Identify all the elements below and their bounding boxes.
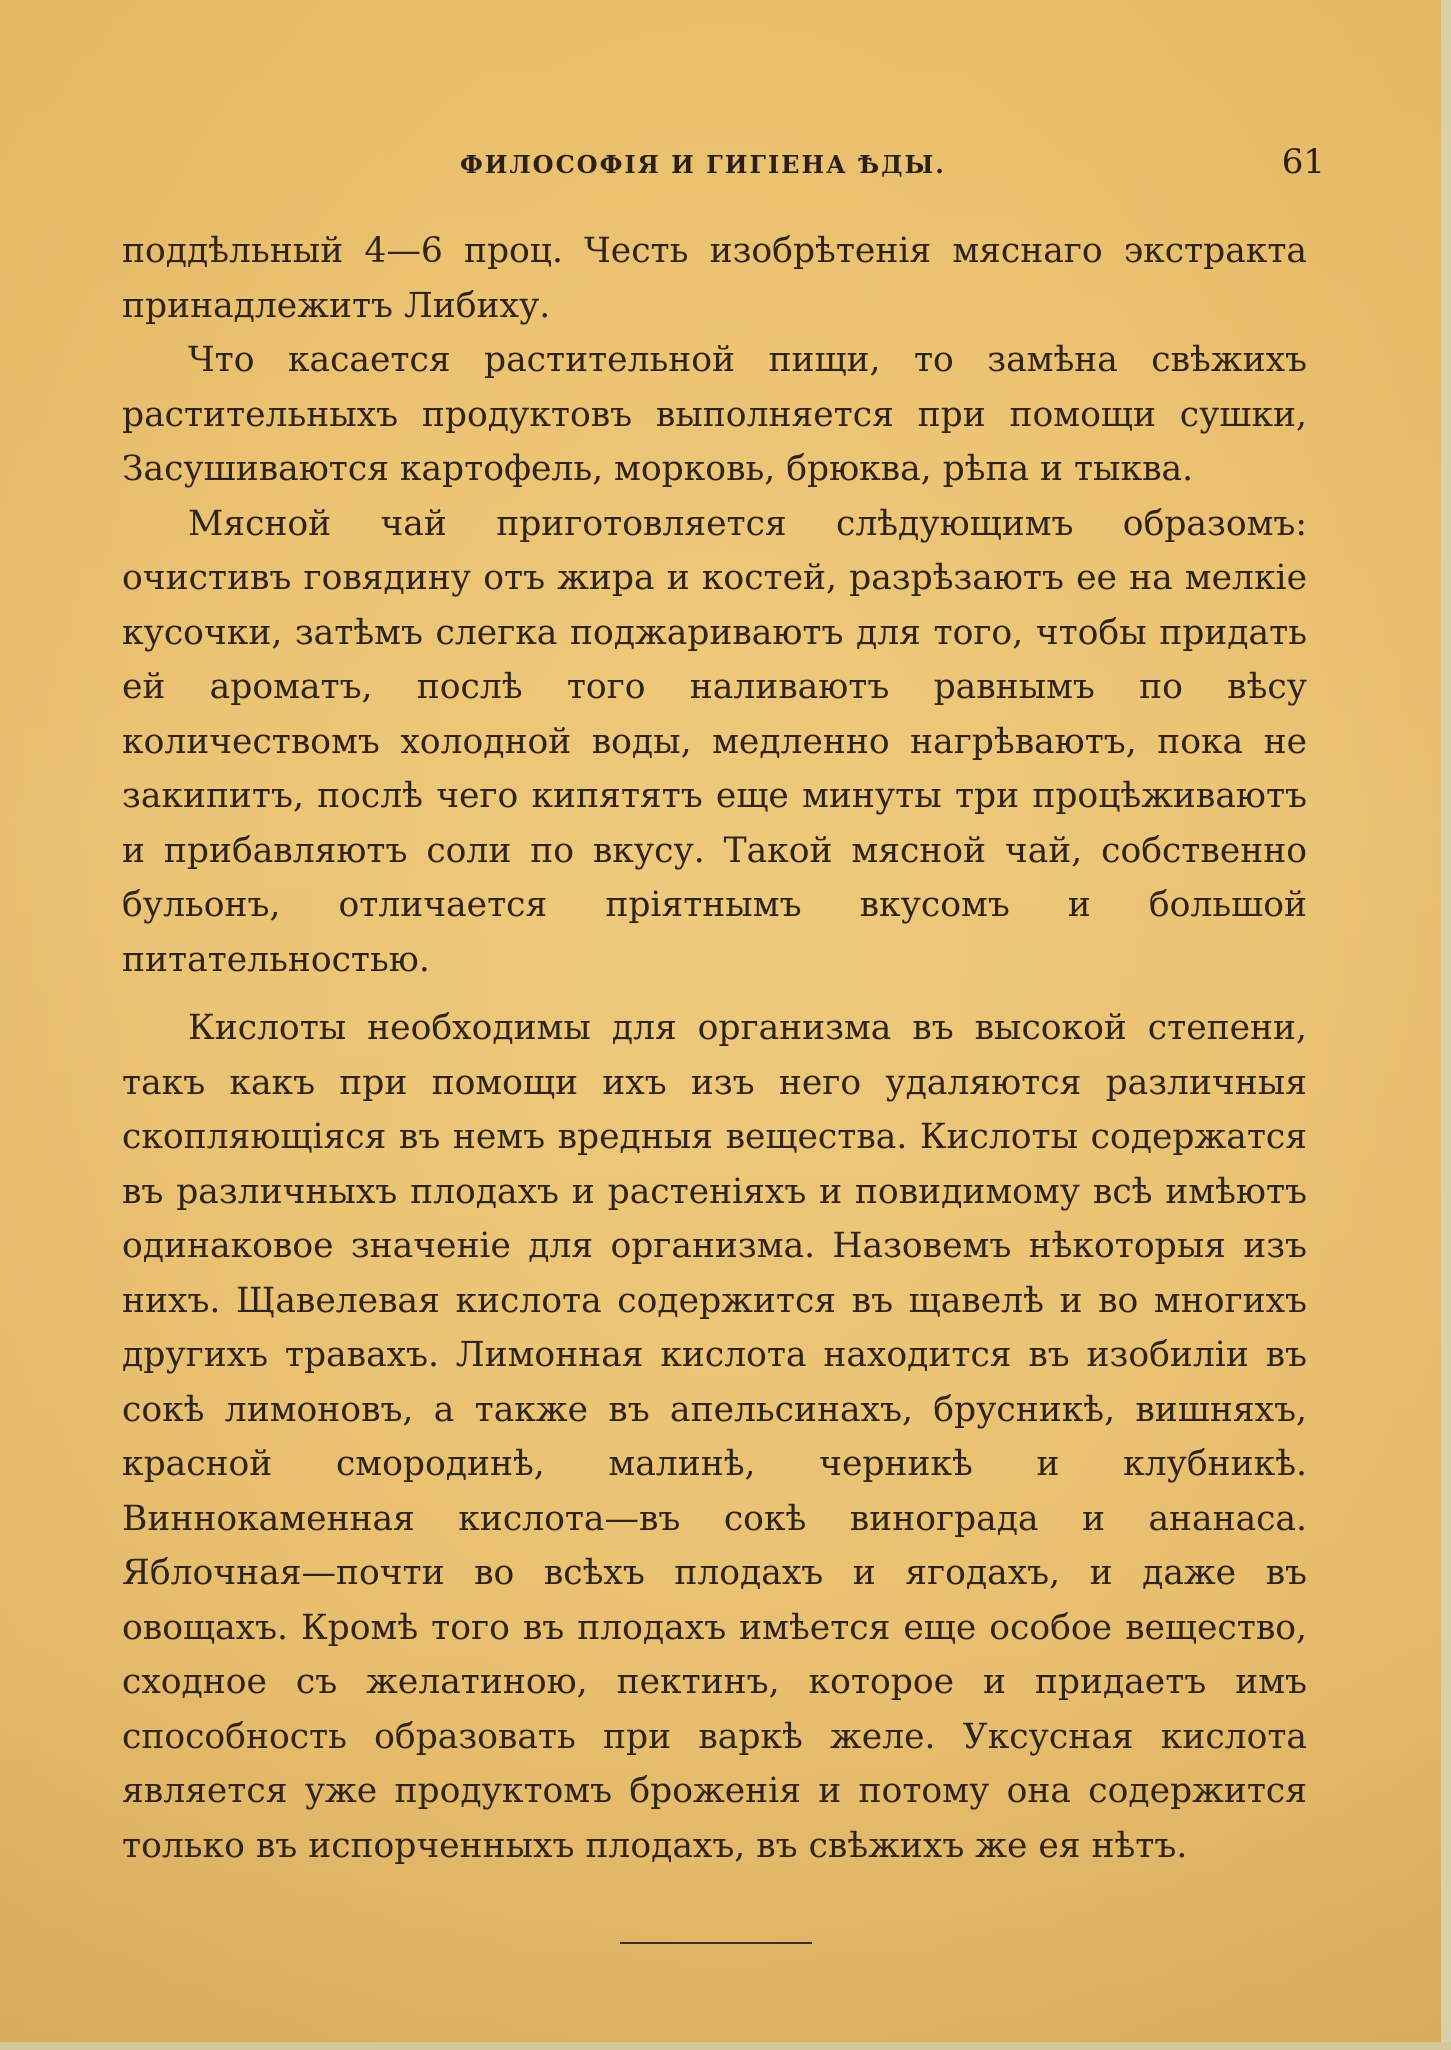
paragraph-acids: Кислоты необходимы для организма въ высокой степени, такъ какъ при помощи ихъ изъ него удаляются различныя скопляющіяся въ немъ вредныя вещества. Кислоты содержатся въ различныхъ плодахъ и растеніяхъ и повидимому всѣ имѣютъ одинаковое значеніе для организма. Назовемъ нѣкоторыя изъ нихъ. Щавелевая кислота содержится въ щавелѣ и во многихъ другихъ травахъ. Лимонная кислота находится въ изобиліи въ сокѣ лимоновъ, а также въ апельсинахъ, брусникѣ, вишняхъ, красной смородинѣ, малинѣ, черникѣ и клубникѣ. Виннокаменная кислота—въ сокѣ винограда и ананаса. Яблочная—почти во всѣхъ плодахъ и ягодахъ, и даже въ овощахъ. Кромѣ того въ плодахъ имѣется еще особое вещество, сходное съ желатиною, пектинъ, которое и придаетъ имъ способность образовать при варкѣ желе. Уксусная кислота является уже продуктомъ броженія и потому она содержится только въ испорченныхъ плодахъ, въ свѣжихъ же ея нѣтъ.	[122, 1008, 1307, 1866]
running-head	[120, 142, 1325, 186]
page-edge-bottom	[0, 2042, 1451, 2050]
body-text	[122, 224, 1307, 1873]
paragraph-meat-tea: Мясной чай приготовляется слѣдующимъ образомъ: очистивъ говядину отъ жира и костей, разрѣзаютъ ее на мелкіе кусочки, затѣмъ слегка поджариваютъ для того, чтобы придать ей ароматъ, послѣ того наливаютъ равнымъ по вѣсу количествомъ холодной воды, медленно нагрѣваютъ, пока не закипитъ, послѣ чего кипятятъ еще минуты три процѣживаютъ и прибавляютъ соли по вкусу. Такой мясной чай, собственно бульонъ, отличается пріятнымъ вкусомъ и большой питательностью.	[122, 503, 1307, 980]
paragraph-continuation: поддѣльный 4—6 проц. Честь изобрѣтенія мяснаго экстракта принадлежитъ Либиху.	[122, 231, 1307, 326]
running-head-title: ФИЛОСОФІЯ И ГИГІЕНА ѢДЫ.	[460, 150, 946, 179]
section-end-rule	[620, 1942, 812, 1944]
page-number: 61	[1281, 142, 1325, 182]
page-edge	[1441, 0, 1451, 2050]
paragraph-plant-food: Что касается растительной пищи, то замѣна свѣжихъ растительныхъ продуктовъ выполняется при помощи сушки, Засушиваются картофель, морковь, брюква, рѣпа и тыква.	[122, 340, 1307, 489]
